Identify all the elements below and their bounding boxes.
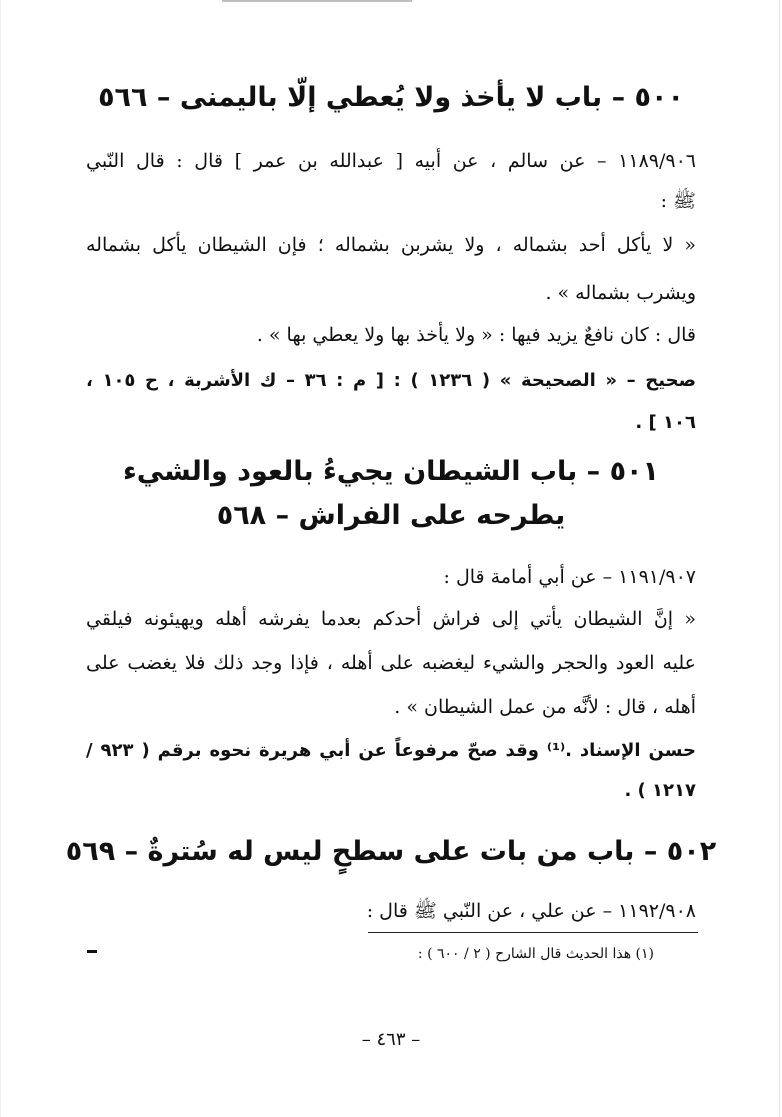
- hadith-1191-grading-line-2: ١٢١٧ ) .: [624, 780, 696, 801]
- hadith-1191-isnad: ١١٩١/٩٠٧ – عن أبي أمامة قال :: [443, 566, 696, 588]
- hadith-1189-grading-line-1: صحيح – « الصحيحة » ( ١٢٣٦ ) : [ م : ٣٦ – ك الأشربة ، ح ١٠٥ ،: [86, 370, 696, 391]
- chapter-501-heading-line-2: يطرحه على الفراش – ٥٦٨: [216, 500, 566, 531]
- hadith-1189-salutation: ﷺ :: [660, 190, 696, 212]
- hadith-1192-isnad: ١١٩٢/٩٠٨ – عن علي ، عن النّبي ﷺ قال :: [366, 900, 696, 922]
- hadith-1191-matn-line-2: عليه العود والحجر والشيء ليغضبه على أهله ، فإذا وجد ذلك فلا يغضب على: [86, 652, 696, 674]
- scan-top-rule: [222, 0, 412, 2]
- hadith-1189-grading-line-2: ١٠٦ ] .: [635, 412, 696, 433]
- hadith-1191-grading-line-1: حسن الإسناد .⁽¹⁾ وقد صحّ مرفوعاً عن أبي هريرة نحوه برقم ( ٩٢٣ /: [86, 740, 696, 761]
- margin-dash-mark: [87, 950, 97, 953]
- scan-right-edge: [779, 0, 780, 1117]
- hadith-1189-addition: قال : كان نافعٌ يزيد فيها : « ولا يأخذ بها ولا يعطي بها » .: [256, 324, 696, 346]
- footnote-1: (١) هذا الحديث قال الشارح ( ٢ / ٦٠٠ ) :: [417, 946, 654, 962]
- chapter-500-heading: ٥٠٠ – باب لا يأخذ ولا يُعطي إلّا باليمنى – ٥٦٦: [98, 82, 684, 113]
- chapter-502-heading: ٥٠٢ – باب من بات على سطحٍ ليس له سُترةٌ – ٥٦٩: [65, 836, 717, 867]
- footnote-separator: [368, 932, 698, 933]
- hadith-1189-matn-line-2: ويشرب بشماله » .: [545, 282, 696, 304]
- hadith-1189-matn-line-1: « لا يأكل أحد بشماله ، ولا يشربن بشماله ؛ فإن الشيطان يأكل بشماله: [86, 234, 696, 256]
- hadith-1189-isnad: ١١٨٩/٩٠٦ – عن سالم ، عن أبيه [ عبدالله بن عمر ] قال : قال النّبي: [86, 150, 696, 172]
- hadith-1191-matn-line-3: أهله ، قال : لأنَّه من عمل الشيطان » .: [394, 696, 696, 718]
- chapter-501-heading-line-1: ٥٠١ – باب الشيطان يجيءُ بالعود والشيء: [122, 456, 660, 487]
- hadith-1191-matn-line-1: « إنَّ الشيطان يأتي إلى فراش أحدكم بعدما يفرشه أهله ويهيئونه فيلقي: [86, 608, 696, 630]
- page-number: – ٤٦٣ –: [361, 1029, 421, 1050]
- scan-left-edge: [0, 0, 1, 1117]
